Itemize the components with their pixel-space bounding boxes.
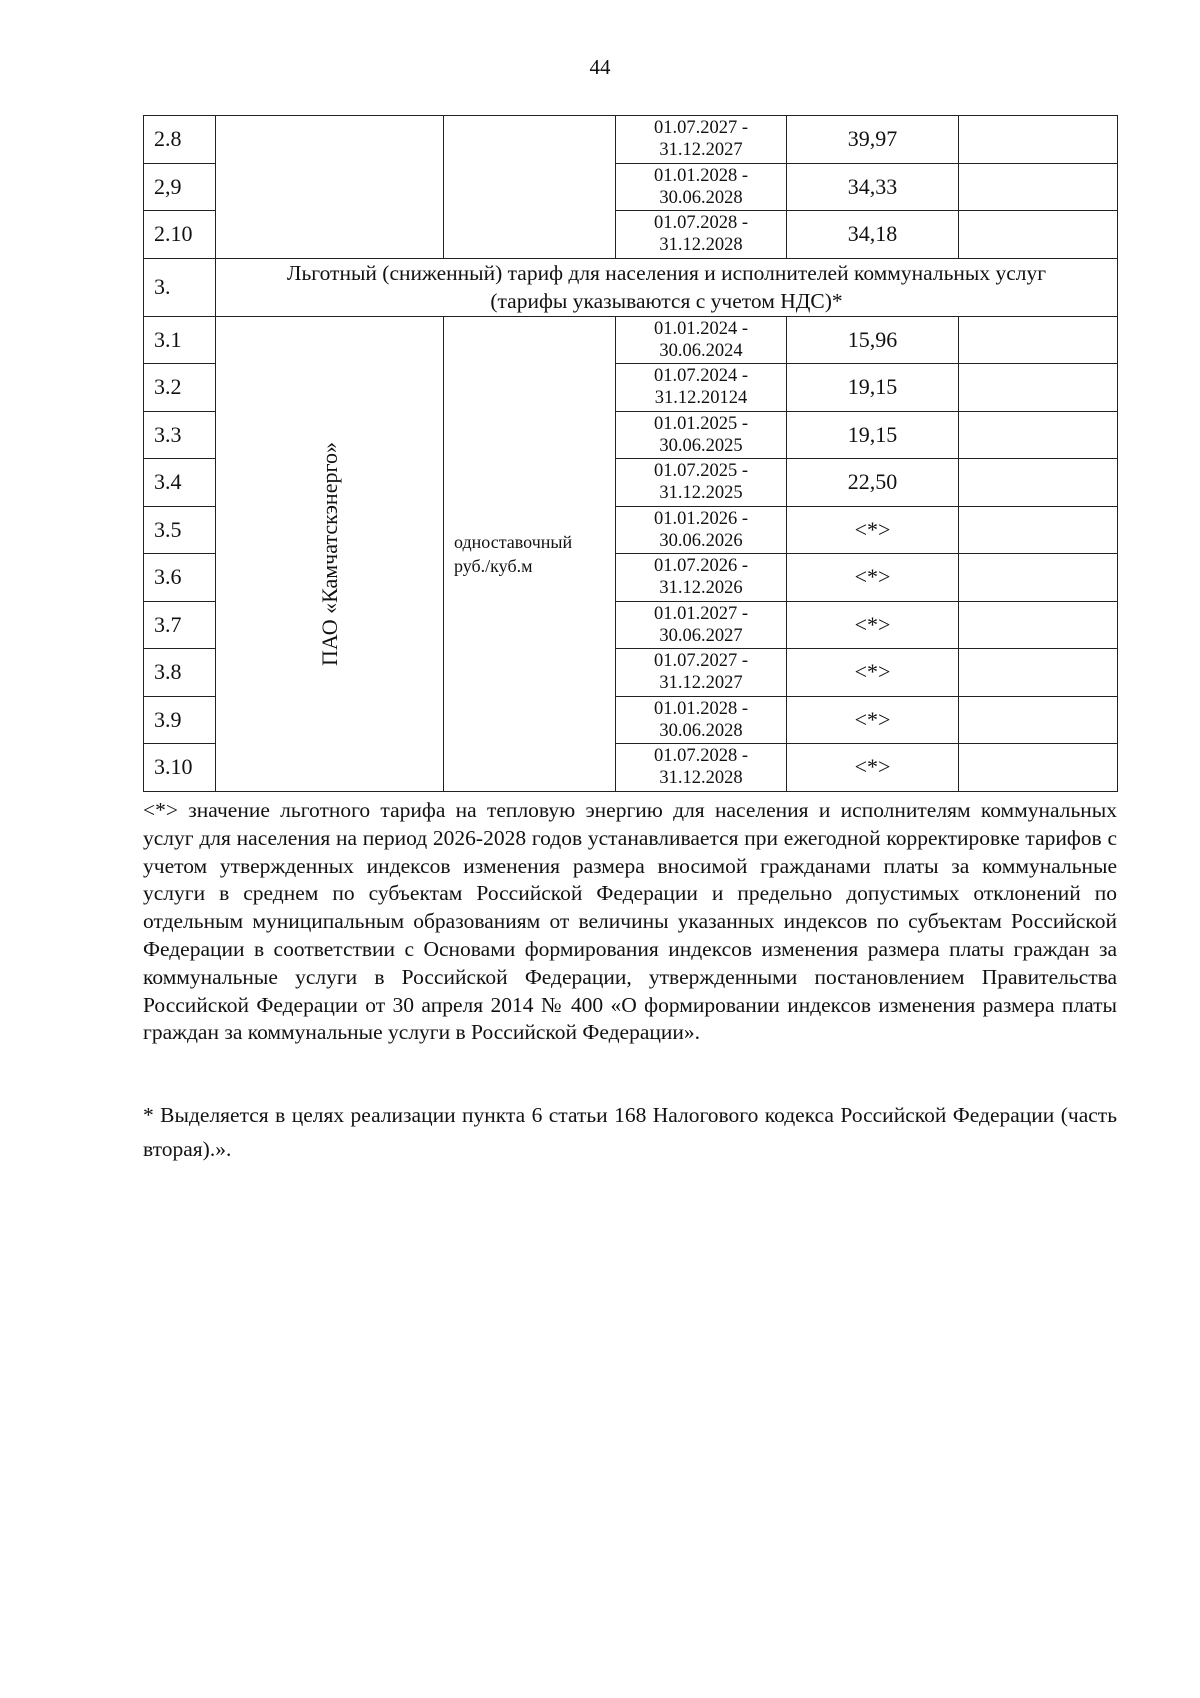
table-row (144, 316, 1118, 364)
tariff-value: 19,15 (787, 364, 959, 412)
period-cell: 01.01.2028 - 30.06.2028 (616, 163, 787, 211)
note-paragraph: <*> значение льготного тарифа на тепловую энергию для населения и исполнителям коммунальных услуг для населения на период 2026-2028 годов устанавливается при ежегодной корректировке тарифов с учетом утвержденных индексов изменения размера вносимой гражданами платы за коммунальные услуги в среднем по субъектам Российской Федерации и предельно допустимых отклонений по отдельным муниципальным образованиям от величины указанных индексов по субъектам Российской Федерации в соответствии с Основами формирования индексов изменения размера платы граждан за коммунальные услуги в Российской Федерации, утвержденными постановлением Правительства Российской Федерации от 30 апреля 2014 № 400 «О формировании индексов изменения размера платы граждан за коммунальные услуги в Российской Федерации». (143, 798, 1117, 1045)
tariff-value: 15,96 (787, 316, 959, 364)
tariff-type: одноставочный (454, 531, 573, 552)
empty-cell (959, 163, 1118, 211)
row-number: 3.6 (144, 554, 216, 602)
tariff-value: <*> (787, 744, 959, 792)
empty-cell (959, 744, 1118, 792)
row-number: 3.5 (144, 506, 216, 554)
period-cell: 01.07.2027 - 31.12.2027 (616, 649, 787, 697)
empty-cell (959, 696, 1118, 744)
tariff-value: <*> (787, 696, 959, 744)
tariff-value: <*> (787, 554, 959, 602)
empty-cell (959, 506, 1118, 554)
tariff-value: 39,97 (787, 116, 959, 164)
row-number: 3.9 (144, 696, 216, 744)
empty-cell (959, 116, 1118, 164)
tariff-value: 22,50 (787, 459, 959, 507)
period-cell: 01.01.2028 - 30.06.2028 (616, 696, 787, 744)
unit-cell-empty (444, 116, 616, 259)
period-cell: 01.01.2024 - 30.06.2024 (616, 316, 787, 364)
period-cell: 01.07.2028 - 31.12.2028 (616, 211, 787, 259)
tariff-type-cell (444, 316, 616, 791)
empty-cell (959, 554, 1118, 602)
empty-cell (959, 649, 1118, 697)
empty-cell (959, 411, 1118, 459)
empty-cell (959, 459, 1118, 507)
row-number: 3.8 (144, 649, 216, 697)
tariff-unit: руб./куб.м (454, 555, 533, 576)
empty-cell (959, 211, 1118, 259)
row-number: 3.7 (144, 601, 216, 649)
tariff-value: <*> (787, 506, 959, 554)
tariff-value: 34,18 (787, 211, 959, 259)
page-number: 44 (589, 55, 611, 79)
empty-cell (959, 364, 1118, 412)
org-cell-empty (216, 116, 444, 259)
table-row (144, 116, 1118, 164)
organization-name: ПАО «Камчатскэнерго» (316, 441, 342, 666)
period-cell: 01.01.2025 - 30.06.2025 (616, 411, 787, 459)
period-cell: 01.07.2026 - 31.12.2026 (616, 554, 787, 602)
tariff-value: <*> (787, 601, 959, 649)
footnote-paragraph: * Выделяется в целях реализации пункта 6 статьи 168 Налогового кодекса Российской Федерации (часть вторая).». (143, 1103, 1117, 1161)
period-cell: 01.01.2027 - 30.06.2027 (616, 601, 787, 649)
row-number: 3.10 (144, 744, 216, 792)
row-number: 3.4 (144, 459, 216, 507)
row-number: 2,9 (144, 163, 216, 211)
period-cell: 01.01.2026 - 30.06.2026 (616, 506, 787, 554)
section-number: 3. (144, 258, 216, 316)
period-cell: 01.07.2028 - 31.12.2028 (616, 744, 787, 792)
period-cell: 01.07.2024 - 31.12.20124 (616, 364, 787, 412)
row-number: 2.8 (144, 116, 216, 164)
tariff-value: 34,33 (787, 163, 959, 211)
row-number: 3.3 (144, 411, 216, 459)
period-cell: 01.07.2027 - 31.12.2027 (616, 116, 787, 164)
row-number: 3.2 (144, 364, 216, 412)
period-cell: 01.07.2025 - 31.12.2025 (616, 459, 787, 507)
organization-cell (216, 316, 444, 791)
section-heading-row (144, 258, 1118, 316)
row-number: 3.1 (144, 316, 216, 364)
tariff-table (143, 115, 1118, 792)
section-title: Льготный (сниженный) тариф для населения и исполнителей коммунальных услуг (тарифы указываются с учетом НДС)* (216, 258, 1118, 316)
empty-cell (959, 316, 1118, 364)
tariff-value: 19,15 (787, 411, 959, 459)
empty-cell (959, 601, 1118, 649)
row-number: 2.10 (144, 211, 216, 259)
tariff-value: <*> (787, 649, 959, 697)
